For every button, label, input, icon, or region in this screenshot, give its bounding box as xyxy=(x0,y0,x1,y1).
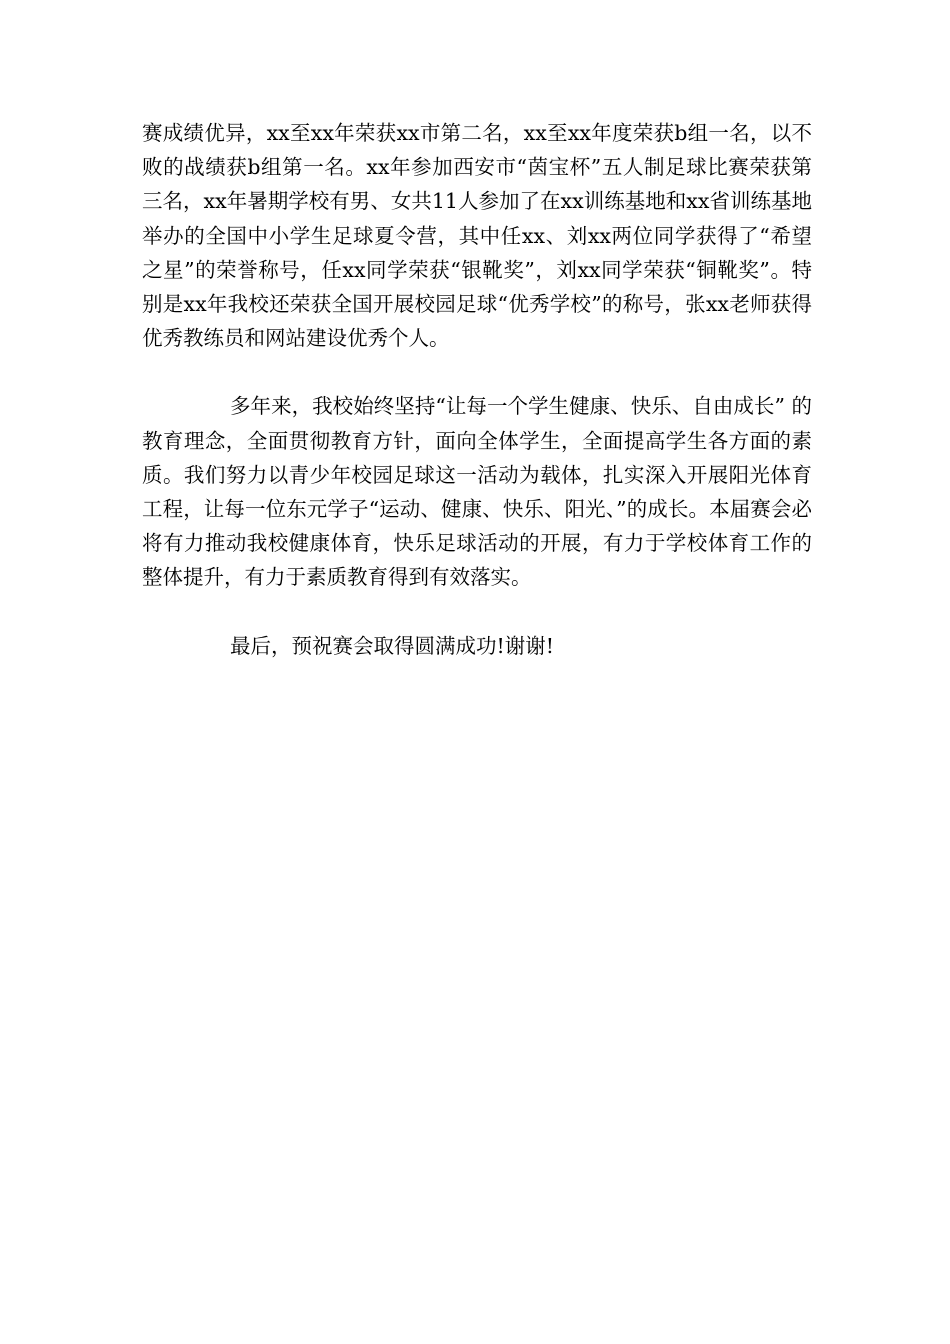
document-body xyxy=(142,116,812,663)
paragraph-closing: 最后，预祝赛会取得圆满成功!谢谢! xyxy=(230,633,554,658)
paragraph-achievements: 赛成绩优异，xx至xx年荣获xx市第二名，xx至xx年度荣获b组一名，以不败的战绩获b组第一名。xx年参加西安市“茵宝杯”五人制足球比赛荣获第三名，xx年暑期学校有男、女共11人参加了在xx训练基地和xx省训练基地举办的全国中小学生足球夏令营，其中任xx、刘xx两位同学获得了“希望之星”的荣誉称号，任xx同学荣获“银靴奖”，刘xx同学荣获“铜靴奖”。特别是xx年我校还荣获全国开展校园足球“优秀学校”的称号，张xx老师获得优秀教练员和网站建设优秀个人。 xyxy=(142,121,812,351)
paragraph-philosophy: 多年来，我校始终坚持“让每一个学生健康、快乐、自由成长” 的教育理念，全面贯彻教育方针，面向全体学生，全面提高学生各方面的素质。我们努力以青少年校园足球这一活动为载体，扎实深入开展阳光体育工程，让每一位东元学子“运动、健康、快乐、阳光、”的成长。本届赛会必将有力推动我校健康体育，快乐足球活动的开展，有力于学校体育工作的整体提升，有力于素质教育得到有效落实。 xyxy=(142,394,812,590)
